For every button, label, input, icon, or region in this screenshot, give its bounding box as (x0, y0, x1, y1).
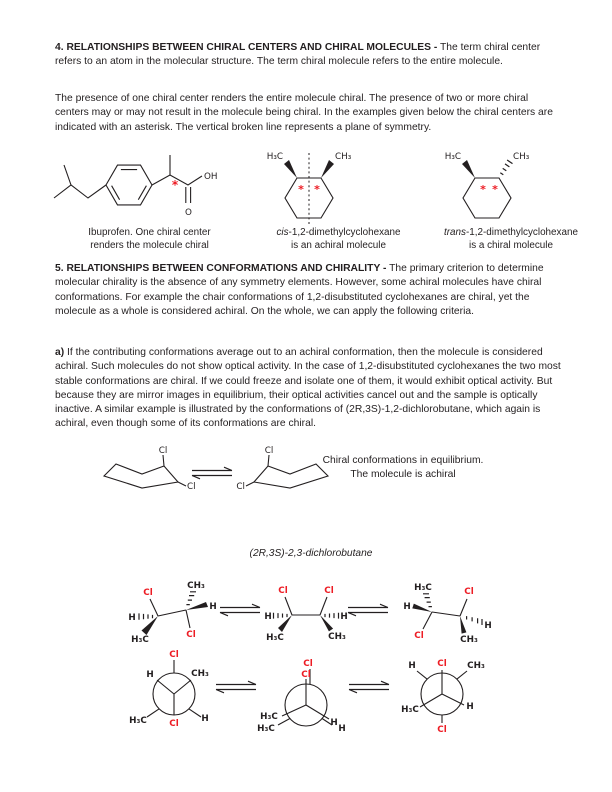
caption-cis-prefix: cis (276, 227, 289, 238)
atom-label-h: H (484, 621, 492, 631)
atom-label-cl: Cl (437, 659, 447, 669)
hashed-wedge (186, 592, 196, 605)
atom-label-h: H (209, 602, 217, 612)
newman-projection-1 (124, 650, 224, 742)
dichlorobutane-title: (2R,3S)-2,3-dichlorobutane (249, 548, 373, 559)
hashed-wedge (325, 613, 339, 619)
paragraph-a-body: If the contributing conformations average out to an achiral conformation, then the molecule is considered achiral. Such molecules do not show optical activity. In the case of 1,2-disubstituted cyclohexanes the two most stable conformations are chiral. If we could freeze and isolate one of them, it would exhibit optical activity. But because they are mirror images in equilibrium, their optical activities cancel out and the sample is optically inactive. A similar example is illustrated by the conformations of (2R,3S)-1,2-dichlorobutane, which again is achiral, even though some of its conformations are chiral. (55, 347, 561, 430)
chair-conformation-left (100, 444, 196, 504)
atom-label-cl: Cl (169, 719, 179, 729)
atom-label-h3c: H₃C (266, 633, 284, 643)
atom-label-h: H (201, 714, 209, 724)
trans-dimethylcyclohexane-structure (444, 150, 530, 228)
paragraph-section4 (55, 41, 563, 70)
ibuprofen-structure (48, 146, 243, 228)
caption-cis-name: -1,2-dimethylcyclohexane (288, 227, 401, 238)
chiral-asterisk: * (492, 183, 498, 196)
paragraph-a-lead: a) (55, 347, 65, 358)
atom-label-cl: Cl (301, 670, 311, 680)
chiral-asterisk: * (171, 178, 179, 192)
atom-label-cl: Cl (324, 586, 334, 596)
caption-trans-prefix: trans (444, 227, 466, 238)
atom-label-h: H (466, 702, 474, 712)
atom-label-h: H (330, 718, 338, 728)
atom-label-oh: OH (204, 172, 218, 182)
atom-label-h: H (403, 602, 411, 612)
newman-projection-3 (392, 650, 492, 742)
atom-label-cl: Cl (186, 630, 196, 640)
cis-dimethylcyclohexane-structure (266, 150, 352, 228)
dichlorobutane-zigzag-2 (258, 578, 354, 648)
hashed-wedge (139, 613, 153, 619)
hashed-wedge (274, 613, 288, 619)
atom-label-ch3: CH₃ (328, 632, 346, 642)
equilibrium-arrow (347, 680, 391, 694)
atom-label-h: H (338, 724, 346, 734)
equilibrium-arrow (190, 466, 234, 480)
chiral-asterisk: * (314, 183, 320, 196)
atom-label-cl: Cl (187, 482, 196, 492)
chiral-asterisk: * (298, 183, 304, 196)
zigzag1-skeleton (142, 599, 209, 635)
atom-label-h3c: H₃C (260, 712, 278, 722)
ibuprofen-skeleton (54, 155, 202, 205)
atom-label-cl: Cl (169, 650, 179, 660)
atom-label-cl: Cl (264, 446, 274, 456)
chair-note-line2: The molecule is achiral (350, 469, 456, 480)
atom-label-ch3: CH₃ (467, 661, 485, 671)
atom-label-cl: Cl (437, 725, 447, 735)
chair-note-line1: Chiral conformations in equilibrium. (322, 455, 484, 466)
dichlorobutane-zigzag-3 (396, 578, 496, 648)
atom-label-h3c: H₃C (401, 705, 419, 715)
atom-label-ch3: CH₃ (335, 152, 352, 162)
zigzag3-skeleton (412, 599, 467, 634)
atom-label-h3c: H₃C (257, 724, 275, 734)
atom-label-o: O (185, 208, 192, 218)
chair-left-skeleton (104, 455, 186, 488)
atom-label-cl: Cl (143, 588, 153, 598)
atom-label-cl: Cl (278, 586, 288, 596)
caption-trans (436, 227, 586, 253)
atom-label-ch3: CH₃ (460, 635, 478, 645)
atom-label-h: H (146, 670, 154, 680)
newman-projection-2 (256, 655, 356, 755)
caption-cis (266, 227, 411, 253)
hashed-wedge (467, 616, 482, 625)
atom-label-h: H (128, 613, 136, 623)
atom-label-ch3: CH₃ (191, 669, 209, 679)
hashed-wedge (500, 160, 512, 175)
caption-trans-name: -1,2-dimethylcyclohexane (465, 227, 578, 238)
atom-label-h3c: H₃C (266, 152, 283, 162)
atom-label-cl: Cl (303, 659, 313, 669)
chair-note (308, 454, 498, 482)
atom-label-h3c: H₃C (131, 635, 149, 645)
atom-label-ch3: CH₃ (513, 152, 530, 162)
atom-label-cl: Cl (414, 631, 424, 641)
caption-ibuprofen (52, 227, 247, 253)
atom-label-h: H (264, 612, 272, 622)
atom-label-cl: Cl (464, 587, 474, 597)
section4-body: The term chiral center refers to an atom in the molecular structure. The term chiral molecule refers to the entire molecule. (55, 42, 541, 68)
atom-label-h3c: H₃C (444, 152, 461, 162)
atom-label-h: H (340, 612, 348, 622)
hashed-wedge (423, 594, 432, 607)
paragraph-section5 (55, 262, 563, 319)
caption-ibuprofen-line1: Ibuprofen. One chiral center (88, 227, 211, 238)
equilibrium-arrow (218, 603, 262, 617)
paragraph-chiral-centers: The presence of one chiral center renders the entire molecule chiral. The presence of two or more chiral centers may or may not result in the molecule being chiral. In the examples given below the chiral centers are indicated with an asterisk. The vertical broken line represents a plane of symmetry. (55, 93, 553, 133)
newman3-skeleton (417, 670, 467, 723)
equilibrium-arrow (346, 603, 390, 617)
atom-label-cl: Cl (236, 482, 245, 492)
equilibrium-arrow (214, 680, 258, 694)
caption-cis-line2: is an achiral molecule (291, 239, 386, 251)
section5-body: The primary criterion to determine molecular chirality is the absence of any symmetry elements. However, some achiral molecules have chiral conformations. For example the chair conformations of 1,2-disubstituted cyclohexanes are chiral, yet the molecule as a whole is considered achiral. On the whole, we can apply the following criteria. (55, 263, 544, 317)
caption-trans-line2: is a chiral molecule (469, 239, 553, 251)
chiral-asterisk: * (480, 183, 486, 196)
atom-label-h3c: H₃C (129, 716, 147, 726)
dichlorobutane-zigzag-1 (124, 578, 224, 648)
atom-label-cl: Cl (158, 446, 168, 456)
atom-label-ch3: CH₃ (187, 581, 205, 591)
atom-label-h: H (408, 661, 416, 671)
paragraph-a (55, 346, 563, 432)
section5-heading: 5. RELATIONSHIPS BETWEEN CONFORMATIONS AND CHIRALITY - (55, 263, 387, 274)
caption-ibuprofen-line2: renders the molecule chiral (90, 239, 209, 251)
section4-heading: 4. RELATIONSHIPS BETWEEN CHIRAL CENTERS AND CHIRAL MOLECULES - (55, 42, 438, 53)
atom-label-h3c: H₃C (414, 583, 432, 593)
